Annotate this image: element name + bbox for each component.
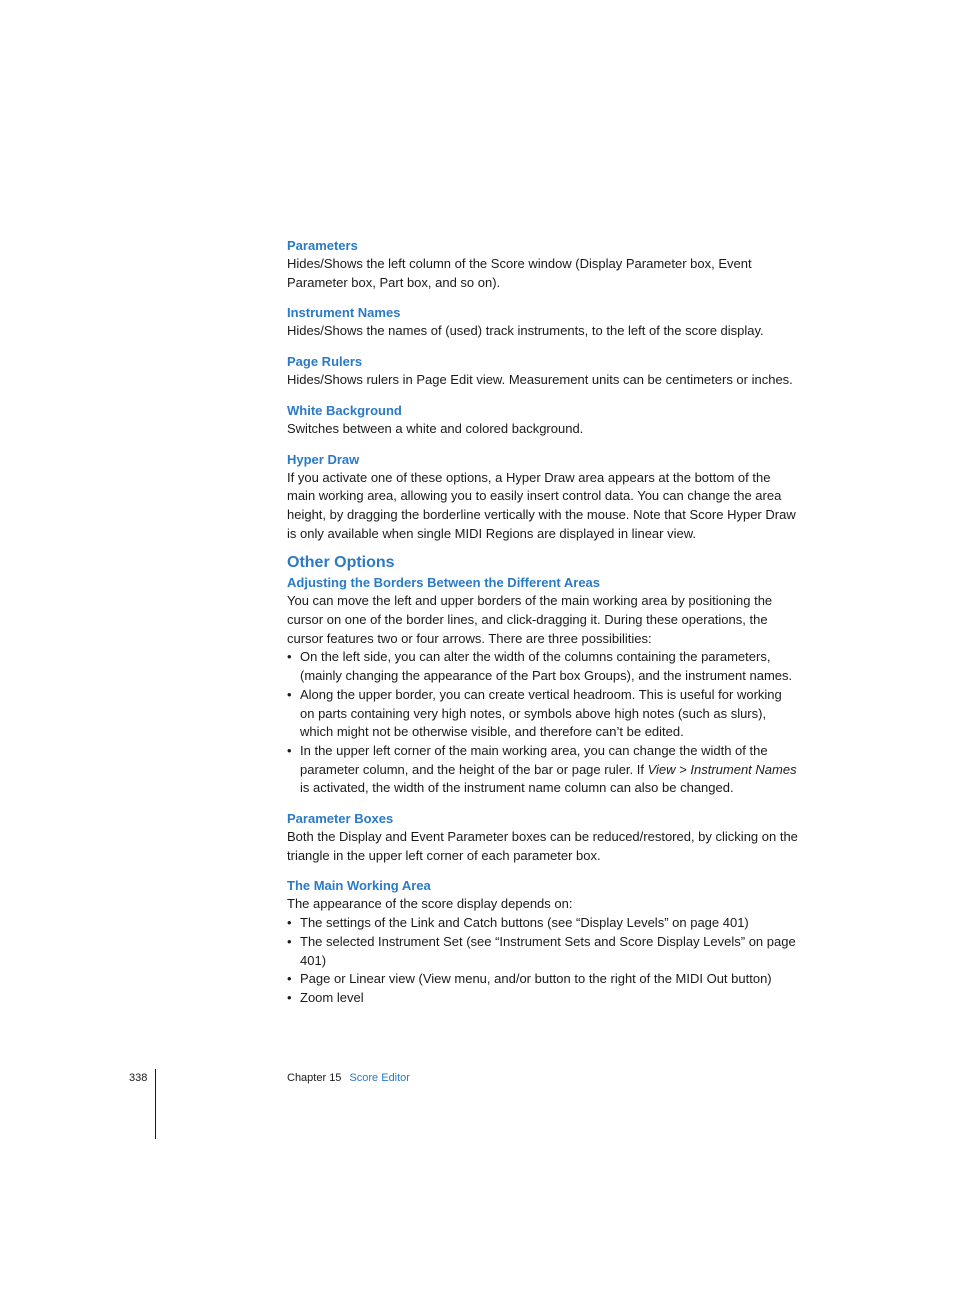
section-parameter-boxes — [287, 809, 799, 865]
section-text: Hides/Shows rulers in Page Edit view. Measurement units can be centimeters or inches. — [287, 372, 793, 388]
section-white-background — [287, 401, 799, 439]
list-item: • Zoom level — [287, 989, 799, 1008]
section-heading: Instrument Names — [287, 305, 401, 321]
section-text: Hides/Shows the left column of the Score window (Display Parameter box, Event Parameter box, Part box, and so on). — [287, 256, 752, 290]
section-heading: Hyper Draw — [287, 451, 360, 467]
footer-divider — [155, 1069, 156, 1139]
list-item: • The selected Instrument Set (see “Instrument Sets and Score Display Levels” on page 401) — [287, 933, 799, 970]
section-adjusting-borders — [287, 573, 799, 798]
section-text: Switches between a white and colored background. — [287, 420, 584, 436]
chapter-label: Chapter 15 — [287, 1072, 342, 1084]
page-number: 338 — [129, 1072, 148, 1084]
page-content — [287, 236, 799, 1008]
section-text: Hides/Shows the names of (used) track instruments, to the left of the score display. — [287, 323, 764, 339]
section-text: You can move the left and upper borders of the main working area by positioning the cursor on one of the border lines, and click-dragging it. During these operations, the cursor features two or four arrows. There are three possibilities: — [287, 593, 773, 646]
bullet-list — [287, 648, 799, 798]
section-heading: Page Rulers — [287, 354, 363, 370]
chapter-title: Score Editor — [349, 1072, 410, 1084]
bullet-list — [287, 914, 799, 1008]
other-options-title: Other Options — [287, 554, 395, 572]
footer-chapter — [287, 1070, 410, 1086]
section-hyper-draw — [287, 450, 799, 544]
list-item: • Along the upper border, you can create vertical headroom. This is useful for working on parts containing very high notes, or symbols above high notes (such as slurs), which might not be otherwise visible, and therefore can’t be edited. — [287, 686, 799, 742]
section-main-working-area — [287, 876, 799, 1007]
list-item-text: is activated, the width of the instrument name column can also be changed. — [300, 780, 734, 796]
section-heading: Parameters — [287, 238, 358, 253]
section-text: The appearance of the score display depends on: — [287, 896, 573, 912]
section-text: Both the Display and Event Parameter boxes can be reduced/restored, by clicking on the triangle in the upper left corner of each parameter box. — [287, 829, 798, 863]
section-heading: Adjusting the Borders Between the Different Areas — [287, 575, 601, 591]
section-heading: White Background — [287, 402, 402, 418]
list-item: • The settings of the Link and Catch buttons (see “Display Levels” on page 401) — [287, 914, 799, 933]
section-heading: Parameter Boxes — [287, 811, 394, 827]
list-item: • On the left side, you can alter the width of the columns containing the parameters, (mainly changing the appearance of the Part box Groups), and the instrument names. — [287, 648, 799, 685]
section-heading: The Main Working Area — [287, 878, 431, 894]
section-parameters — [287, 236, 799, 292]
section-text: If you activate one of these options, a Hyper Draw area appears at the bottom of the main working area, allowing you to easily insert control data. You can change the area height, by dragging the borderline vertically with the mouse. Note that Score Hyper Draw is only available when single MIDI Regions are displayed in linear view. — [287, 469, 796, 541]
section-instrument-names — [287, 303, 799, 341]
list-item-text: In the upper left corner of the main working area, you can change the width of the parameter column, and the height of the bar or page ruler. If — [300, 742, 768, 777]
list-item: • Page or Linear view (View menu, and/or button to the right of the MIDI Out button) — [287, 970, 799, 989]
list-item — [287, 742, 799, 798]
section-page-rulers — [287, 352, 799, 390]
menu-path: View > Instrument Names — [647, 761, 797, 777]
